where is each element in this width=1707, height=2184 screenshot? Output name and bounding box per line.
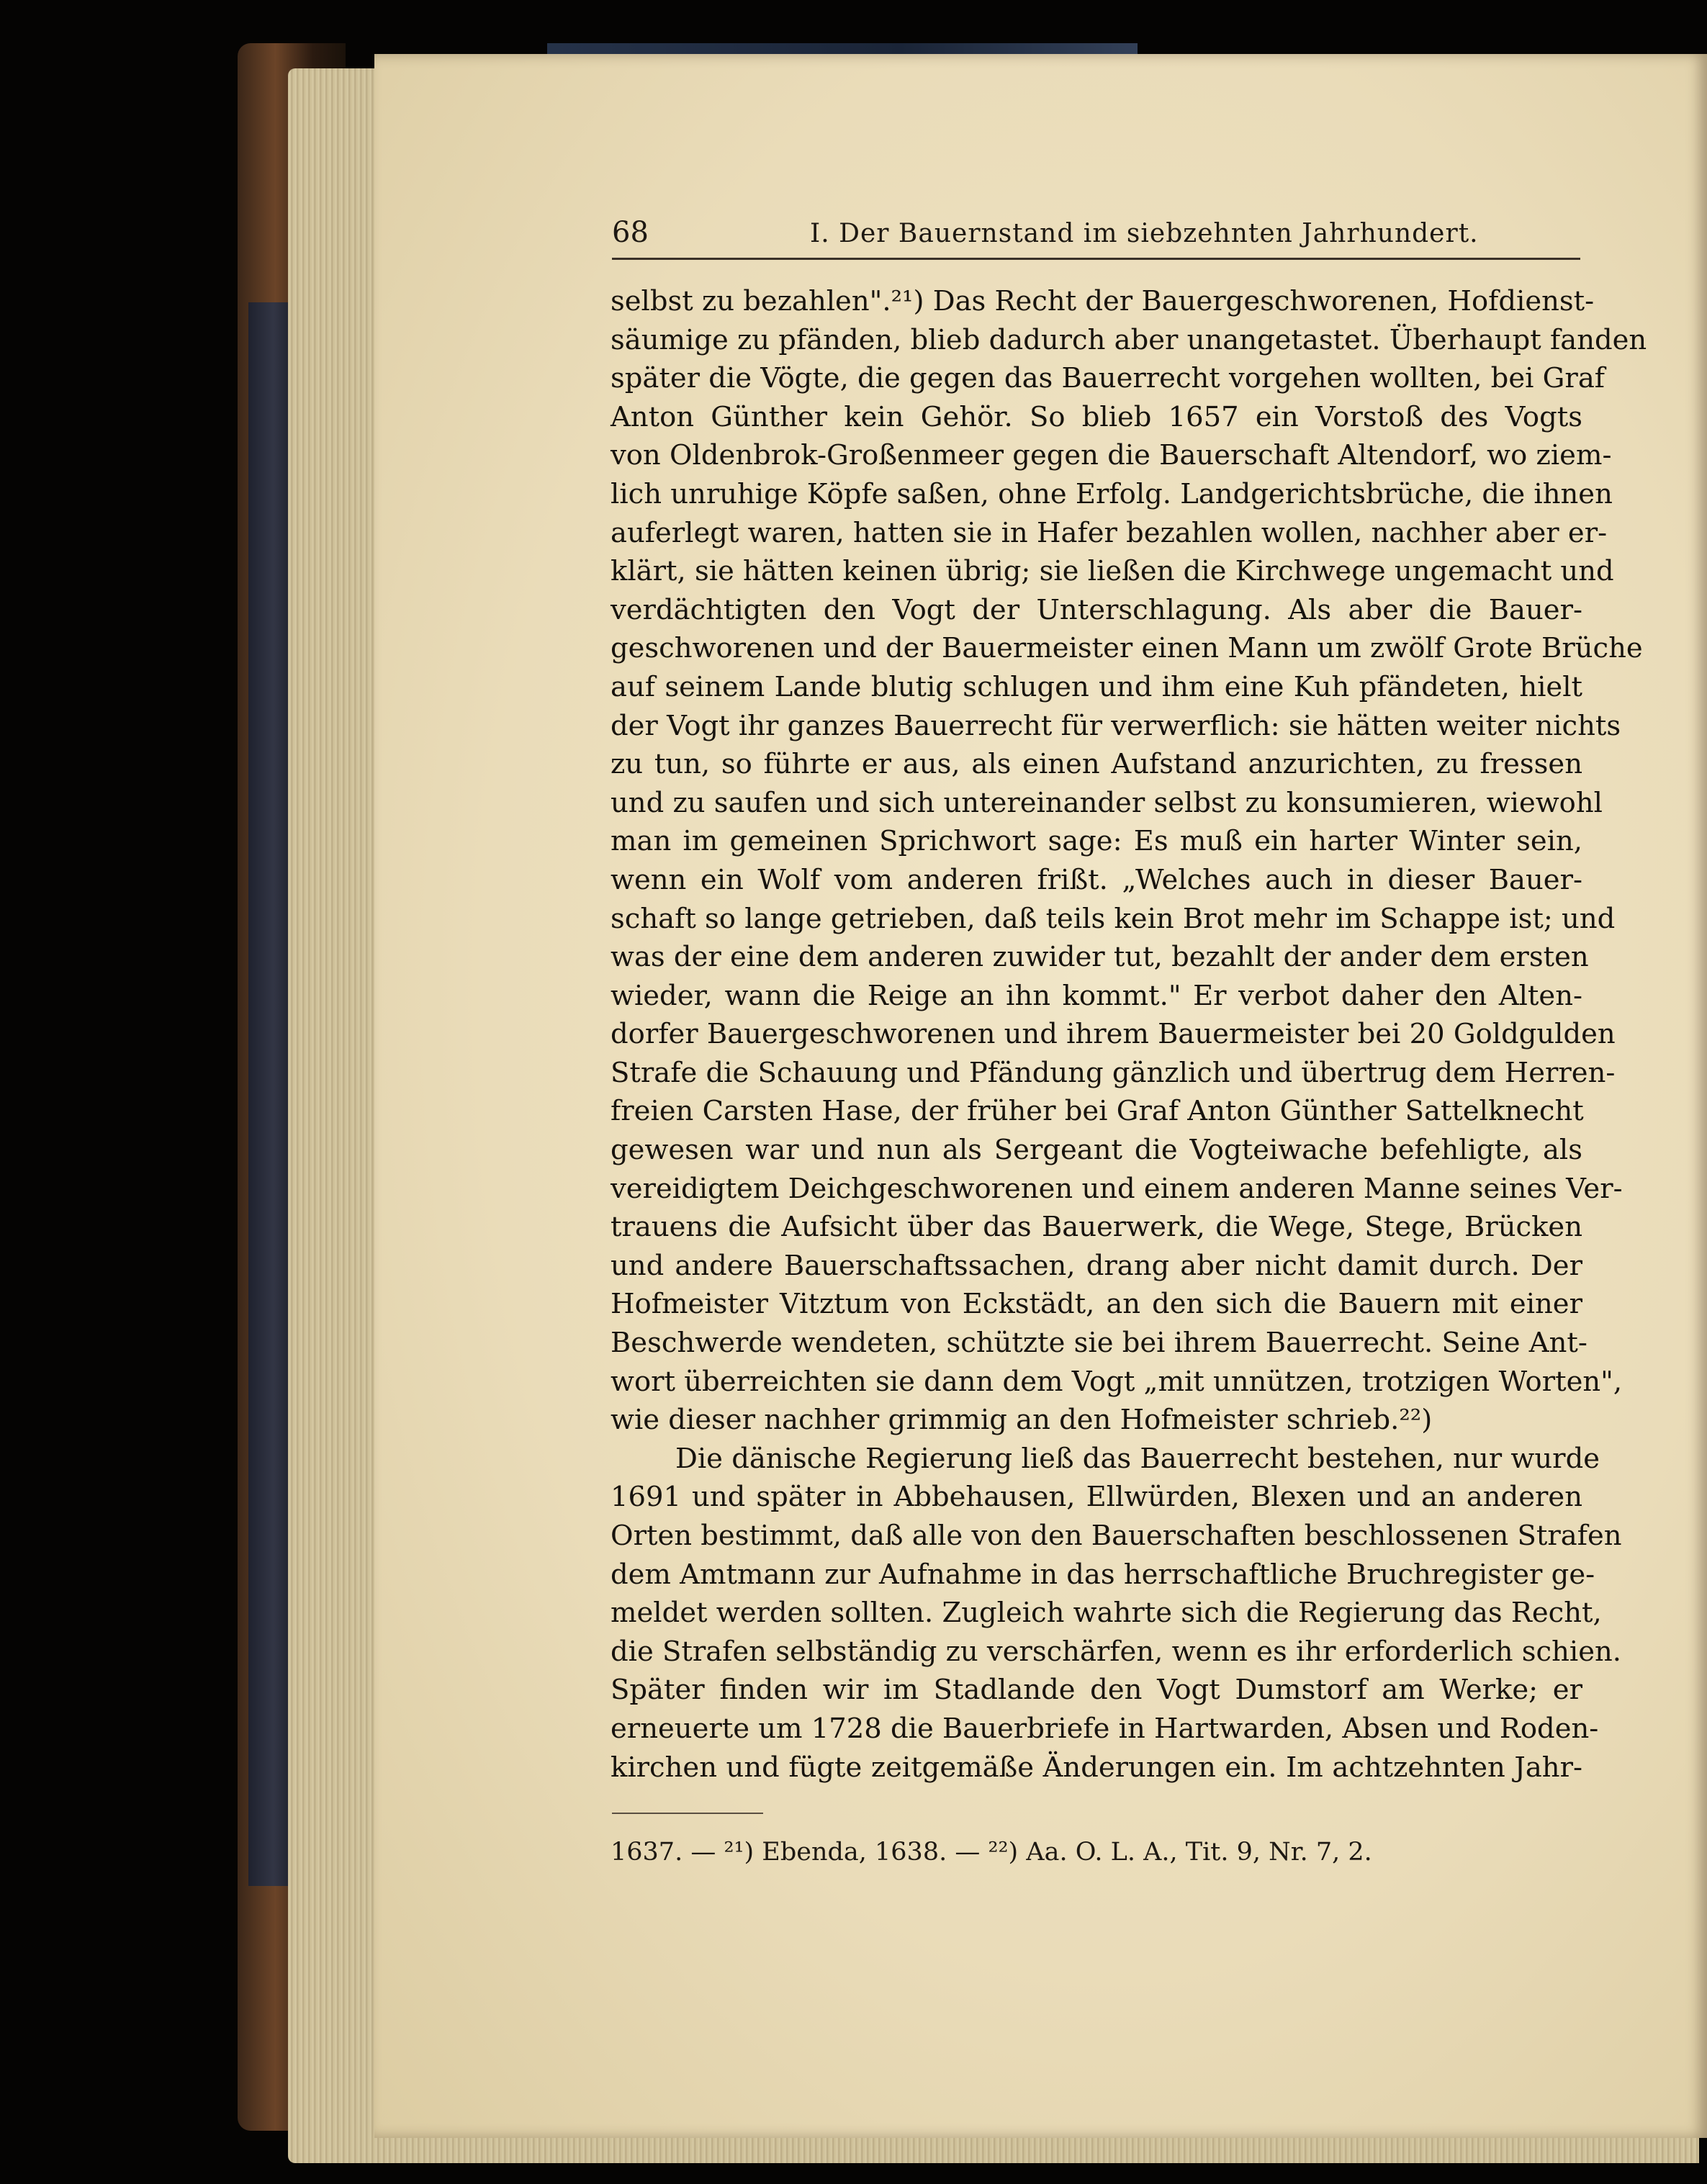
text-line: selbst zu bezahlen".²¹) Das Recht der Bauergeschworenen, Hofdienst- xyxy=(611,285,1595,317)
text-line: die Strafen selbständig zu verschärfen, wenn es ihr erforderlich schien. xyxy=(611,1635,1622,1668)
text-line: was der eine dem anderen zuwider tut, bezahlt der ander dem ersten xyxy=(611,941,1589,974)
text-line: und zu saufen und sich untereinander selbst zu konsumieren, wiewohl xyxy=(611,786,1603,819)
text-line: Beschwerde wendeten, schützte sie bei ihrem Bauerrecht. Seine Ant- xyxy=(611,1327,1587,1360)
text-line: säumige zu pfänden, blieb dadurch aber unangetastet. Überhaupt fanden xyxy=(611,323,1647,356)
text-line: später die Vögte, die gegen das Bauerrecht vorgehen wollten, bei Graf xyxy=(611,362,1605,395)
text-line: Orten bestimmt, daß alle von den Bauerschaften beschlossenen Strafen xyxy=(611,1520,1622,1552)
text-line: von Oldenbrok-Großenmeer gegen die Bauerschaft Altendorf, wo ziem- xyxy=(611,439,1612,472)
text-line: erneuerte um 1728 die Bauerbriefe in Hartwarden, Absen und Roden- xyxy=(611,1712,1599,1745)
text-line: lich unruhige Köpfe saßen, ohne Erfolg. Landgerichtsbrüche, die ihnen xyxy=(611,477,1613,510)
running-header xyxy=(612,215,1580,260)
text-line: vereidigtem Deichgeschworenen und einem anderen Manne seines Ver- xyxy=(611,1172,1623,1205)
text-line: trauens die Aufsicht über das Bauerwerk, die Wege, Stege, Brücken xyxy=(611,1211,1582,1244)
body-text xyxy=(611,282,1647,1787)
paragraph-start-line: Die dänische Regierung ließ das Bauerrecht bestehen, nur wurde xyxy=(675,1442,1600,1475)
text-line: wieder, wann die Reige an ihn kommt." Er verbot daher den Alten- xyxy=(611,979,1582,1012)
text-line: auferlegt waren, hatten sie in Hafer bezahlen wollen, nachher aber er- xyxy=(611,516,1608,549)
text-line: man im gemeinen Sprichwort sage: Es muß ein harter Winter sein, xyxy=(611,825,1582,858)
text-line: Hofmeister Vitztum von Eckstädt, an den sich die Bauern mit einer xyxy=(611,1288,1582,1321)
footnotes: 1637. — ²¹) Ebenda, 1638. — ²²) Aa. O. L. A., Tit. 9, Nr. 7, 2. xyxy=(611,1838,1372,1867)
text-line: gewesen war und nun als Sergeant die Vogteiwache befehligte, als xyxy=(611,1134,1582,1167)
text-line: klärt, sie hätten keinen übrig; sie ließen die Kirchwege ungemacht und xyxy=(611,555,1614,588)
text-line: freien Carsten Hase, der früher bei Graf Anton Günther Sattelknecht xyxy=(611,1095,1584,1128)
text-line: auf seinem Lande blutig schlugen und ihm eine Kuh pfändeten, hielt xyxy=(611,670,1582,703)
text-line: verdächtigten den Vogt der Unterschlagung. Als aber die Bauer- xyxy=(611,593,1582,626)
running-title: I. Der Bauernstand im siebzehnten Jahrhundert. xyxy=(810,219,1479,248)
text-line: der Vogt ihr ganzes Bauerrecht für verwerflich: sie hätten weiter nichts xyxy=(611,709,1621,742)
text-line: wort überreichten sie dann dem Vogt „mit unnützen, trotzigen Worten", xyxy=(611,1365,1623,1398)
text-line: Anton Günther kein Gehör. So blieb 1657 ein Vorstoß des Vogts xyxy=(611,400,1582,433)
text-line: wenn ein Wolf vom anderen frißt. „Welches auch in dieser Bauer- xyxy=(611,863,1582,896)
text-line: dem Amtmann zur Aufnahme in das herrschaftliche Bruchregister ge- xyxy=(611,1558,1595,1591)
text-line: und andere Bauerschaftssachen, drang aber nicht damit durch. Der xyxy=(611,1249,1582,1282)
text-line: schaft so lange getrieben, daß teils kein Brot mehr im Schappe ist; und xyxy=(611,902,1616,935)
text-line: meldet werden sollten. Zugleich wahrte sich die Regierung das Recht, xyxy=(611,1597,1602,1630)
page-number: 68 xyxy=(612,216,649,249)
footnote-rule xyxy=(612,1813,763,1814)
text-line: Strafe die Schauung und Pfändung gänzlich und übertrug dem Herren- xyxy=(611,1056,1616,1089)
text-line: kirchen und fügte zeitgemäße Änderungen ein. Im achtzehnten Jahr- xyxy=(611,1751,1582,1784)
text-line: Später finden wir im Stadlande den Vogt Dumstorf am Werke; er xyxy=(611,1674,1582,1707)
text-line: geschworenen und der Bauermeister einen Mann um zwölf Grote Brüche xyxy=(611,632,1643,665)
text-line: zu tun, so führte er aus, als einen Aufstand anzurichten, zu fressen xyxy=(611,748,1582,781)
paragraph-end-line: wie dieser nachher grimmig an den Hofmeister schrieb.²²) xyxy=(611,1404,1433,1437)
text-line: 1691 und später in Abbehausen, Ellwürden, Blexen und an anderen xyxy=(611,1481,1582,1514)
text-line: dorfer Bauergeschworenen und ihrem Bauermeister bei 20 Goldgulden xyxy=(611,1018,1616,1051)
